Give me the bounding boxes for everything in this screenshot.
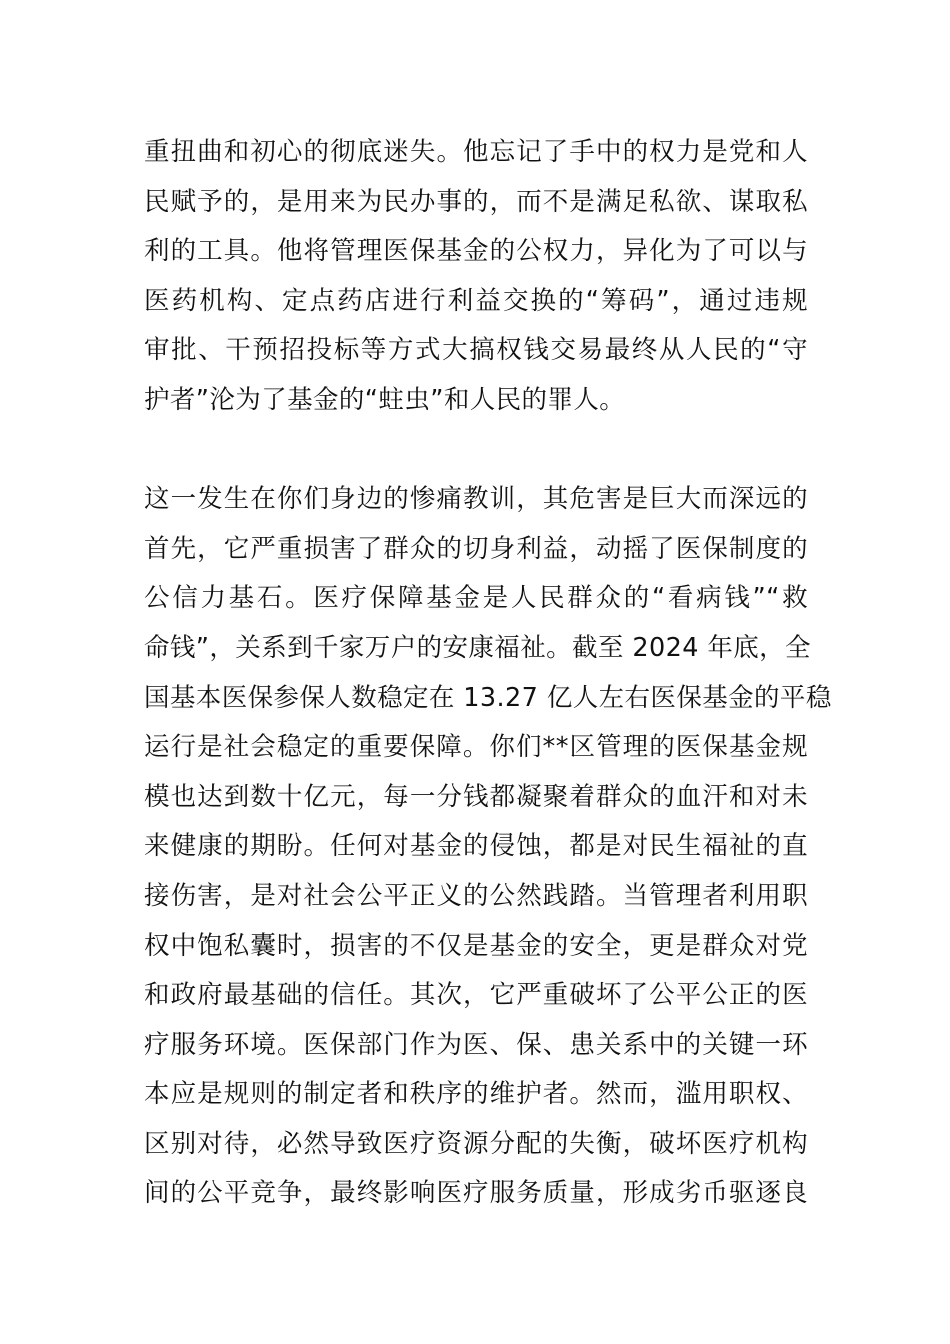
text-line: 这一发生在你们身边的惨痛教训，其危害是巨大而深远的 <box>144 484 808 515</box>
text-line: 模也达到数十亿元，每一分钱都凝聚着群众的血汗和对未 <box>144 781 808 812</box>
text-line: 本应是规则的制定者和秩序的维护者。然而，滥用职权、 <box>144 1079 808 1110</box>
document-body <box>144 128 832 1219</box>
paragraph-1 <box>144 128 808 426</box>
text-line: 疗服务环境。医保部门作为医、保、患关系中的关键一环 <box>144 1029 808 1060</box>
text-line: 运行是社会稳定的重要保障。你们**区管理的医保基金规 <box>144 732 808 763</box>
text-line: 和政府最基础的信任。其次，它严重破坏了公平公正的医 <box>144 980 808 1011</box>
paragraph-gap <box>144 426 808 476</box>
text-line: 护者”沦为了基金的“蛀虫”和人民的罪人。 <box>144 384 626 415</box>
paragraph-2 <box>144 475 832 1219</box>
text-line: 权中饱私囊时，损害的不仅是基金的安全，更是群众对党 <box>144 930 808 961</box>
text-line: 医药机构、定点药店进行利益交换的“筹码”，通过违规 <box>144 285 808 316</box>
text-line: 区别对待，必然导致医疗资源分配的失衡，破坏医疗机构 <box>144 1128 808 1159</box>
text-line: 来健康的期盼。任何对基金的侵蚀，都是对民生福祉的直 <box>144 831 808 862</box>
text-line: 审批、干预招投标等方式大搞权钱交易最终从人民的“守 <box>144 335 808 366</box>
text-line: 命钱”，关系到千家万户的安康福祉。截至 2024 年底，全 <box>144 632 811 663</box>
text-line: 公信力基石。医疗保障基金是人民群众的“看病钱”“救 <box>144 583 808 614</box>
text-line: 国基本医保参保人数稳定在 13.27 亿人左右医保基金的平稳 <box>144 682 832 713</box>
text-line: 接伤害，是对社会公平正义的公然践踏。当管理者利用职 <box>144 880 808 911</box>
text-line: 间的公平竞争，最终影响医疗服务质量，形成劣币驱逐良 <box>144 1178 808 1209</box>
text-line: 首先，它严重损害了群众的切身利益，动摇了医保制度的 <box>144 533 808 564</box>
text-line: 利的工具。他将管理医保基金的公权力，异化为了可以与 <box>144 236 808 267</box>
text-line: 重扭曲和初心的彻底迷失。他忘记了手中的权力是党和人 <box>144 137 808 167</box>
text-line: 民赋予的，是用来为民办事的，而不是满足私欲、谋取私 <box>144 186 808 217</box>
